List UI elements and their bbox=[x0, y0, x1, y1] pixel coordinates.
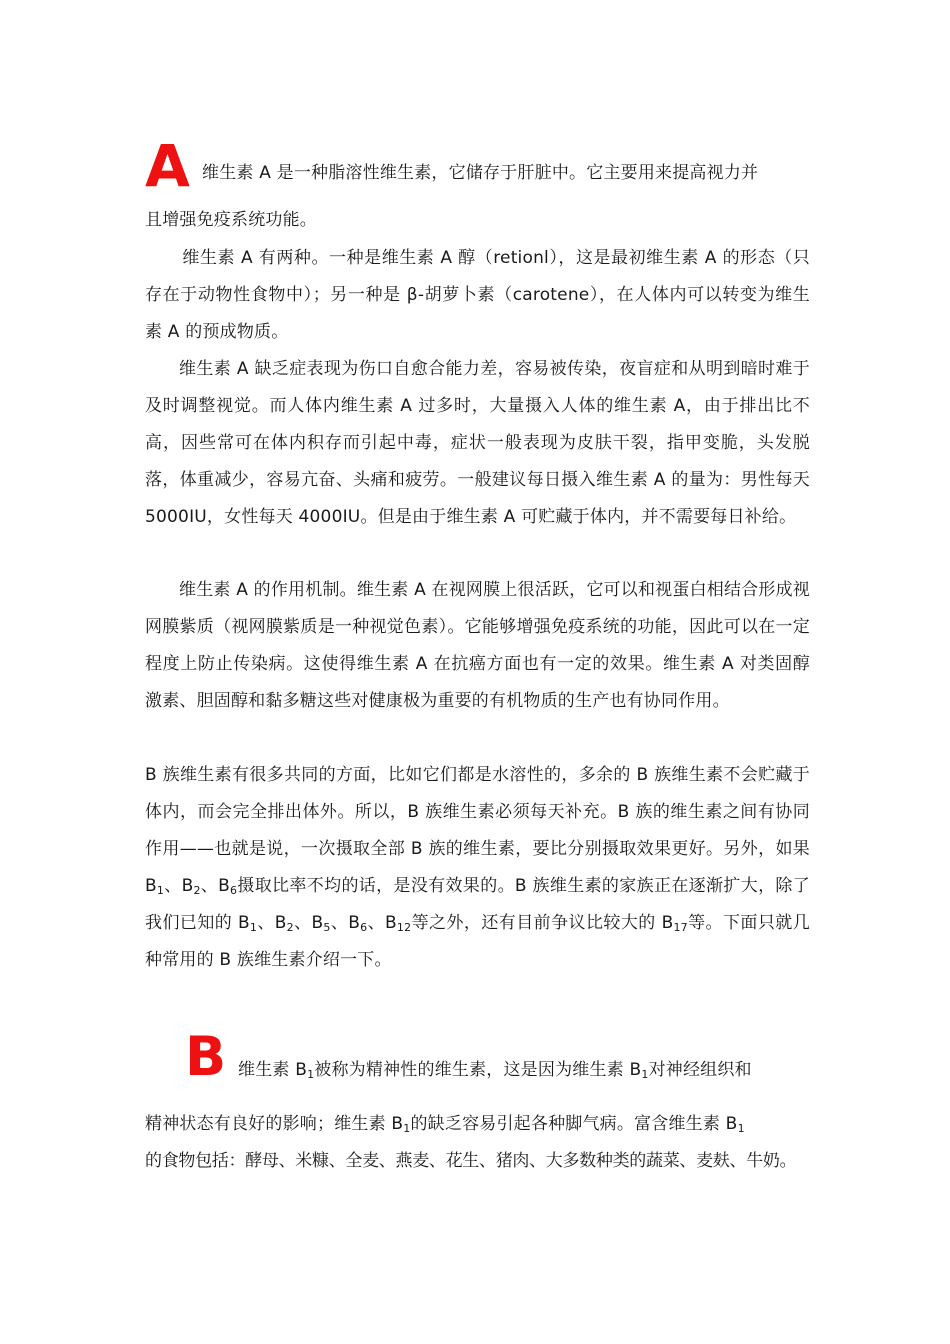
b1-line-2: 精神状态有良好的影响；维生素 $B_1$的缺乏容易引起各种脚气病。富含维生素 $B_1$ bbox=[145, 1114, 745, 1135]
section-a-intro bbox=[145, 155, 810, 239]
intro-line-2: 且增强免疫系统功能。 bbox=[145, 210, 317, 230]
section-b1 bbox=[145, 1052, 820, 1180]
paragraph-text: B 族维生素有很多共同的方面，比如它们都是水溶性的，多余的 B 族维生素不会贮藏于体内，而会完全排出体外。所以，B 族维生素必须每天补充。B 族的维生素之间有协同作用——也就是说，一次摄取全部 B 族的维生素，要比分别摄取效果更好。另外，如果 $B_1$、$B_2$、$B_6$摄取比率不均的话，是没有效果的。B 族维生素的家族正在逐渐扩大，除了我们已知的 $B_1$、$B_2$、$B_5$、$B_6$、$B_{12}$等之外，还有目前争议比较大的 $B_{17}$等。下面只就几种常用的 B 族维生素介绍一下。 bbox=[145, 765, 810, 970]
dropcap-b: B bbox=[185, 1025, 227, 1088]
b1-line-3: 的食物包括：酵母、米糠、全麦、燕麦、花生、猪肉、大多数种类的蔬菜、麦麸、牛奶。 bbox=[145, 1151, 797, 1171]
paragraph-vitamin-a-deficiency bbox=[145, 351, 810, 536]
paragraph-vitamin-a-forms bbox=[145, 240, 810, 351]
paragraph-text: 维生素 A 有两种。一种是维生素 A 醇（retionl），这是最初维生素 A 的形态（只存在于动物性食物中）；另一种是 β-胡萝卜素（carotene），在人体内可以转变为维生素 A 的预成物质。 bbox=[145, 248, 810, 342]
b1-line-1: 维生素 $B_1$被称为精神性的维生素，这是因为维生素 $B_1$对神经组织和 bbox=[238, 1060, 752, 1081]
paragraph-vitamin-a-mechanism bbox=[145, 572, 810, 720]
paragraph-text: 维生素 A 的作用机制。维生素 A 在视网膜上很活跃，它可以和视蛋白相结合形成视网膜紫质（视网膜紫质是一种视觉色素）。它能够增强免疫系统的功能，因此可以在一定程度上防止传染病。这使得维生素 A 在抗癌方面也有一定的效果。维生素 A 对类固醇激素、胆固醇和黏多糖这些对健康极为重要的有机物质的生产也有协同作用。 bbox=[145, 580, 810, 711]
paragraph-b-family bbox=[145, 757, 810, 979]
dropcap-a: A bbox=[145, 132, 190, 200]
paragraph-text: 维生素 A 缺乏症表现为伤口自愈合能力差，容易被传染，夜盲症和从明到暗时难于及时调整视觉。而人体内维生素 A 过多时，大量摄入人体的维生素 A，由于排出比不高，因些常可在体内积存而引起中毒，症状一般表现为皮肤干裂，指甲变脆，头发脱落，体重减少，容易亢奋、头痛和疲劳。一般建议每日摄入维生素 A 的量为：男性每天 5000IU，女性每天 4000IU。但是由于维生素 A 可贮藏于体内，并不需要每日补给。 bbox=[145, 359, 810, 527]
intro-line-1: 维生素 A 是一种脂溶性维生素，它储存于肝脏中。它主要用来提高视力并 bbox=[202, 163, 759, 183]
